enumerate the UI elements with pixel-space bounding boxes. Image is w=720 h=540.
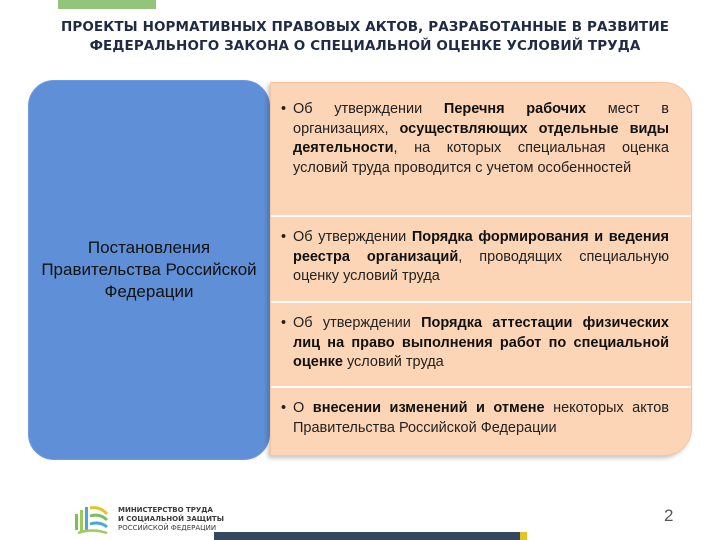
bullet-icon: •	[281, 315, 287, 331]
item-divider	[271, 215, 691, 217]
right-items-box	[270, 82, 692, 456]
bullet-icon: •	[281, 400, 287, 416]
ministry-line: МИНИСТЕРСТВО ТРУДА	[118, 506, 213, 514]
item-bold-text: осуществляющих отдельные виды деятельности	[293, 120, 669, 156]
ministry-line: И СОЦИАЛЬНОЙ ЗАЩИТЫ	[118, 515, 224, 523]
left-category-box	[28, 80, 270, 460]
item-divider	[271, 386, 691, 388]
item-bold-text: Перечня рабочих	[443, 101, 587, 117]
item-text: Об утверждении	[293, 229, 412, 245]
bullet-icon: •	[281, 101, 287, 117]
item-bold-text: Порядка формирования и ведения реестра организаций	[293, 229, 669, 265]
item-text: Об утверждении	[293, 315, 422, 331]
item-text: О	[293, 400, 313, 416]
top-accent-bar	[58, 0, 156, 9]
item-text: , на которых специальная оценка условий труда проводится с учетом особенностей	[293, 140, 669, 176]
item-text: , проводящих специальную оценку условий труда	[293, 248, 669, 284]
footer-bar-accent	[520, 532, 527, 540]
ministry-name	[118, 506, 224, 533]
list-item	[281, 314, 669, 373]
slide-title: ПРОЕКТЫ НОРМАТИВНЫХ ПРАВОВЫХ АКТОВ, РАЗРАБОТАННЫЕ В РАЗВИТИЕ ФЕДЕРАЛЬНОГО ЗАКОНА О СПЕЦИАЛЬНОЙ ОЦЕНКЕ УСЛОВИЙ ТРУДА	[60, 19, 670, 54]
item-text: Об утверждении	[293, 101, 444, 117]
footer-bar	[214, 532, 520, 540]
list-item	[281, 228, 669, 287]
list-item	[281, 399, 669, 438]
bullet-icon: •	[281, 229, 287, 245]
ministry-line: РОССИЙСКОЙ ФЕДЕРАЦИИ	[118, 524, 217, 532]
ministry-logo-icon	[72, 500, 110, 538]
item-text: мест в организациях,	[293, 101, 670, 137]
item-divider	[271, 301, 691, 303]
item-text: условий труда	[342, 354, 444, 370]
page-number: 2	[664, 506, 674, 525]
list-item	[281, 100, 670, 178]
item-bold-text: Порядка аттестации физических лиц на право выполнения работ по специальной оценке	[293, 315, 669, 370]
left-box-label: Постановления Правительства Российской Федерации	[41, 238, 257, 301]
item-bold-text: внесении изменений и отмене	[312, 400, 545, 416]
item-text: некоторых актов Правительства Российской Федерации	[293, 400, 669, 436]
